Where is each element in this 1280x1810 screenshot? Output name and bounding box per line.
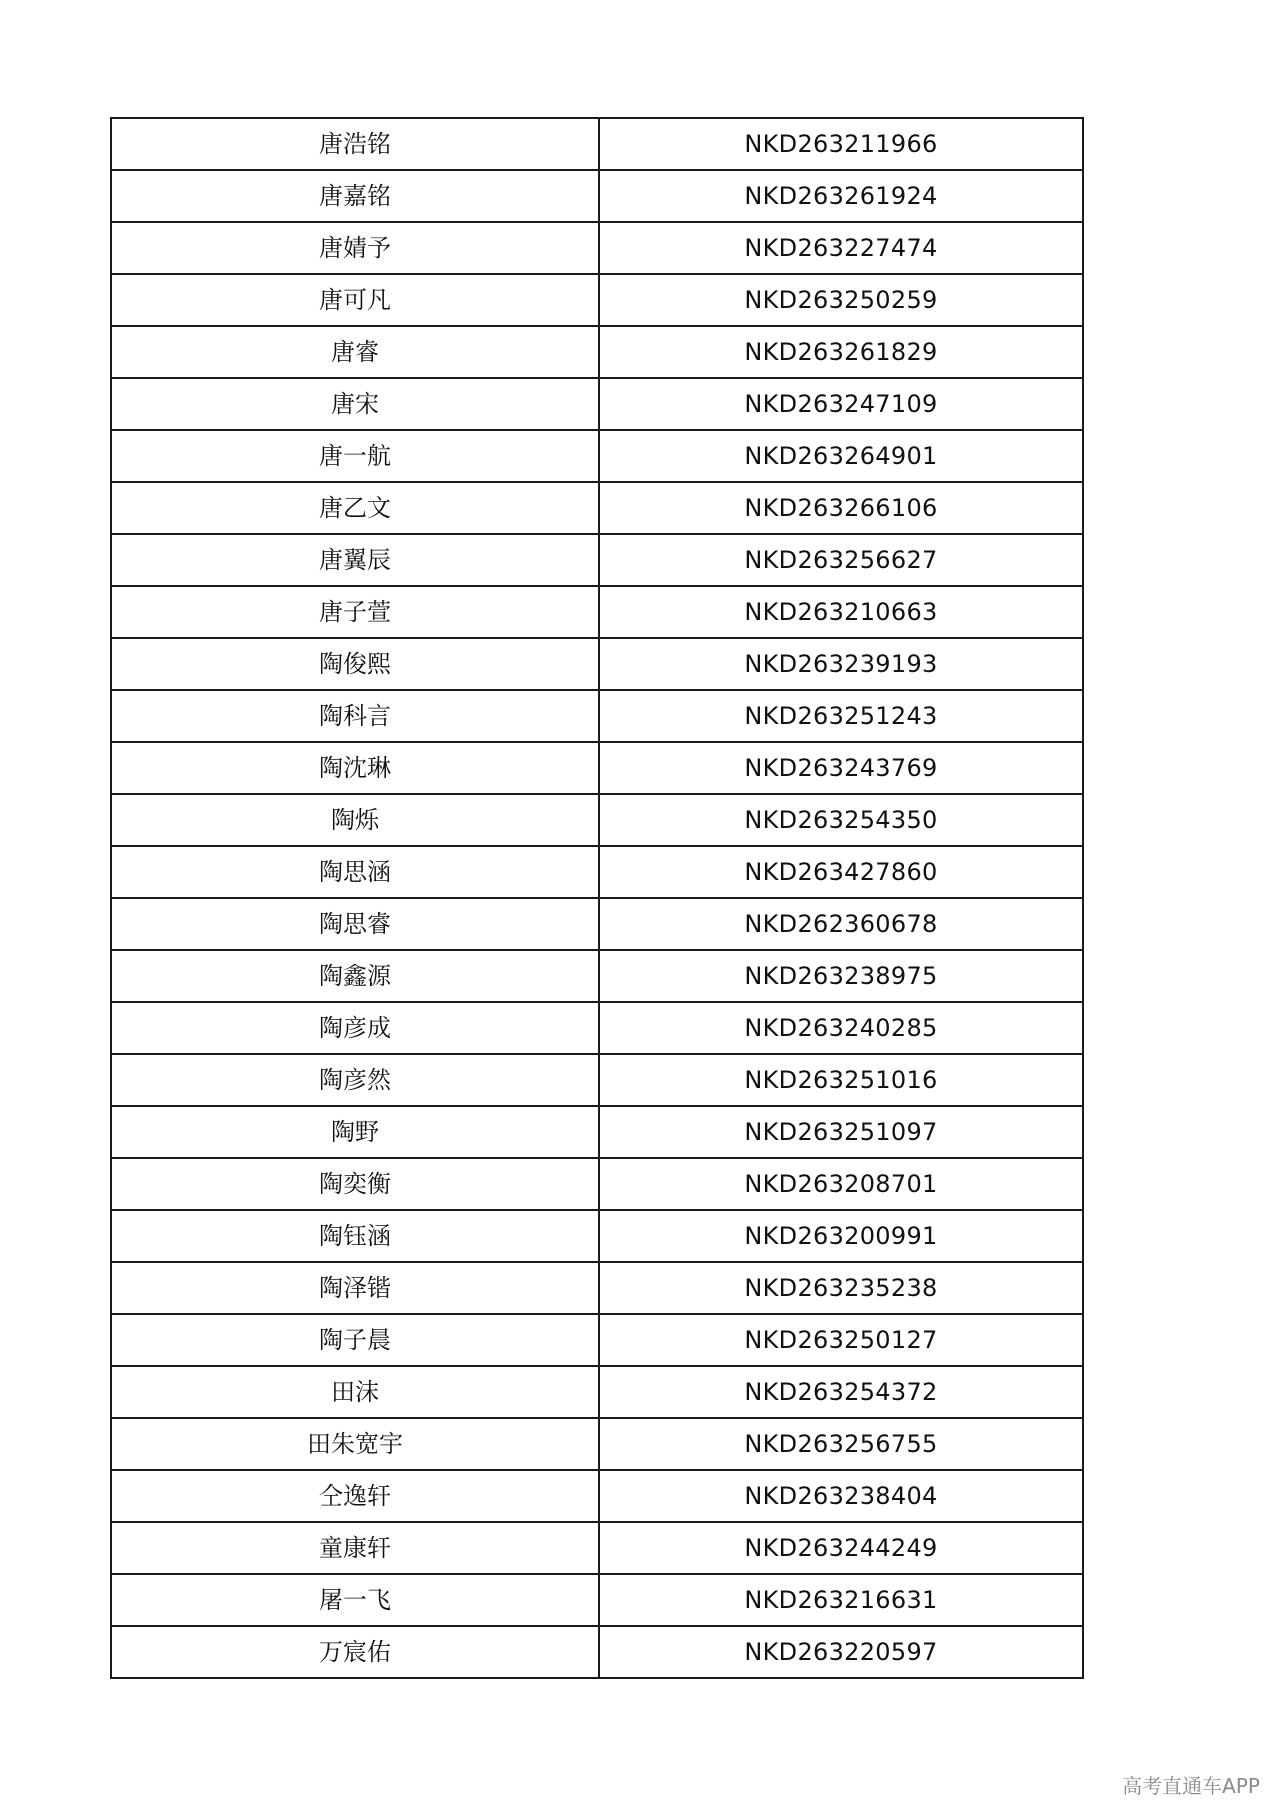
registration-id-cell: NKD263216631 xyxy=(599,1574,1083,1626)
registration-id-cell: NKD263261924 xyxy=(599,170,1083,222)
registration-id-cell: NKD263266106 xyxy=(599,482,1083,534)
name-cell: 陶野 xyxy=(111,1106,599,1158)
name-cell: 陶彦成 xyxy=(111,1002,599,1054)
table-row xyxy=(111,1418,1083,1470)
name-cell: 田朱宽宇 xyxy=(111,1418,599,1470)
table-row xyxy=(111,1002,1083,1054)
table-row xyxy=(111,1054,1083,1106)
registration-id-cell: NKD263250259 xyxy=(599,274,1083,326)
name-cell: 唐乙文 xyxy=(111,482,599,534)
registration-id-cell: NKD263239193 xyxy=(599,638,1083,690)
name-cell: 陶子晨 xyxy=(111,1314,599,1366)
name-cell: 陶思睿 xyxy=(111,898,599,950)
table-row xyxy=(111,118,1083,170)
registration-id-cell: NKD263227474 xyxy=(599,222,1083,274)
registration-id-cell: NKD263235238 xyxy=(599,1262,1083,1314)
registration-id-cell: NKD263210663 xyxy=(599,586,1083,638)
registration-id-cell: NKD263220597 xyxy=(599,1626,1083,1678)
watermark: 高考直通车APP xyxy=(1122,1774,1260,1798)
roster-table-body xyxy=(111,118,1083,1678)
table-row xyxy=(111,1626,1083,1678)
table-row xyxy=(111,846,1083,898)
registration-id-cell: NKD263427860 xyxy=(599,846,1083,898)
registration-id-cell: NKD263256755 xyxy=(599,1418,1083,1470)
table-row xyxy=(111,950,1083,1002)
table-row xyxy=(111,1210,1083,1262)
table-row xyxy=(111,1262,1083,1314)
name-cell: 唐一航 xyxy=(111,430,599,482)
registration-id-cell: NKD263238404 xyxy=(599,1470,1083,1522)
name-cell: 唐宋 xyxy=(111,378,599,430)
registration-id-cell: NKD263250127 xyxy=(599,1314,1083,1366)
table-row xyxy=(111,898,1083,950)
registration-id-cell: NKD263244249 xyxy=(599,1522,1083,1574)
name-cell: 唐可凡 xyxy=(111,274,599,326)
registration-id-cell: NKD263256627 xyxy=(599,534,1083,586)
registration-id-cell: NKD263247109 xyxy=(599,378,1083,430)
name-cell: 陶奕衡 xyxy=(111,1158,599,1210)
registration-id-cell: NKD263200991 xyxy=(599,1210,1083,1262)
name-cell: 陶俊熙 xyxy=(111,638,599,690)
name-cell: 唐子萱 xyxy=(111,586,599,638)
table-row xyxy=(111,1314,1083,1366)
table-row xyxy=(111,430,1083,482)
table-row xyxy=(111,1158,1083,1210)
registration-id-cell: NKD263211966 xyxy=(599,118,1083,170)
table-row xyxy=(111,326,1083,378)
registration-id-cell: NKD262360678 xyxy=(599,898,1083,950)
name-cell: 陶泽锴 xyxy=(111,1262,599,1314)
table-row xyxy=(111,1574,1083,1626)
name-cell: 陶钰涵 xyxy=(111,1210,599,1262)
name-cell: 唐浩铭 xyxy=(111,118,599,170)
name-cell: 陶鑫源 xyxy=(111,950,599,1002)
name-cell: 仝逸轩 xyxy=(111,1470,599,1522)
table-row xyxy=(111,482,1083,534)
registration-id-cell: NKD263238975 xyxy=(599,950,1083,1002)
registration-id-cell: NKD263251097 xyxy=(599,1106,1083,1158)
registration-id-cell: NKD263208701 xyxy=(599,1158,1083,1210)
table-row xyxy=(111,222,1083,274)
table-row xyxy=(111,690,1083,742)
table-row xyxy=(111,1470,1083,1522)
table-row xyxy=(111,378,1083,430)
table-row xyxy=(111,534,1083,586)
registration-id-cell: NKD263254350 xyxy=(599,794,1083,846)
table-row xyxy=(111,1366,1083,1418)
registration-id-cell: NKD263251243 xyxy=(599,690,1083,742)
name-cell: 唐嘉铭 xyxy=(111,170,599,222)
name-cell: 唐婧予 xyxy=(111,222,599,274)
name-cell: 万宸佑 xyxy=(111,1626,599,1678)
registration-id-cell: NKD263251016 xyxy=(599,1054,1083,1106)
table-row xyxy=(111,794,1083,846)
name-cell: 陶烁 xyxy=(111,794,599,846)
name-cell: 童康轩 xyxy=(111,1522,599,1574)
roster-table xyxy=(110,117,1084,1679)
table-row xyxy=(111,274,1083,326)
name-cell: 田沫 xyxy=(111,1366,599,1418)
table-row xyxy=(111,742,1083,794)
registration-id-cell: NKD263240285 xyxy=(599,1002,1083,1054)
name-cell: 唐翼辰 xyxy=(111,534,599,586)
table-row xyxy=(111,586,1083,638)
table-row xyxy=(111,1522,1083,1574)
name-cell: 陶沈琳 xyxy=(111,742,599,794)
registration-id-cell: NKD263254372 xyxy=(599,1366,1083,1418)
registration-id-cell: NKD263243769 xyxy=(599,742,1083,794)
name-cell: 屠一飞 xyxy=(111,1574,599,1626)
name-cell: 陶科言 xyxy=(111,690,599,742)
name-cell: 陶彦然 xyxy=(111,1054,599,1106)
table-row xyxy=(111,1106,1083,1158)
registration-id-cell: NKD263261829 xyxy=(599,326,1083,378)
name-cell: 唐睿 xyxy=(111,326,599,378)
registration-id-cell: NKD263264901 xyxy=(599,430,1083,482)
table-row xyxy=(111,638,1083,690)
name-cell: 陶思涵 xyxy=(111,846,599,898)
table-row xyxy=(111,170,1083,222)
